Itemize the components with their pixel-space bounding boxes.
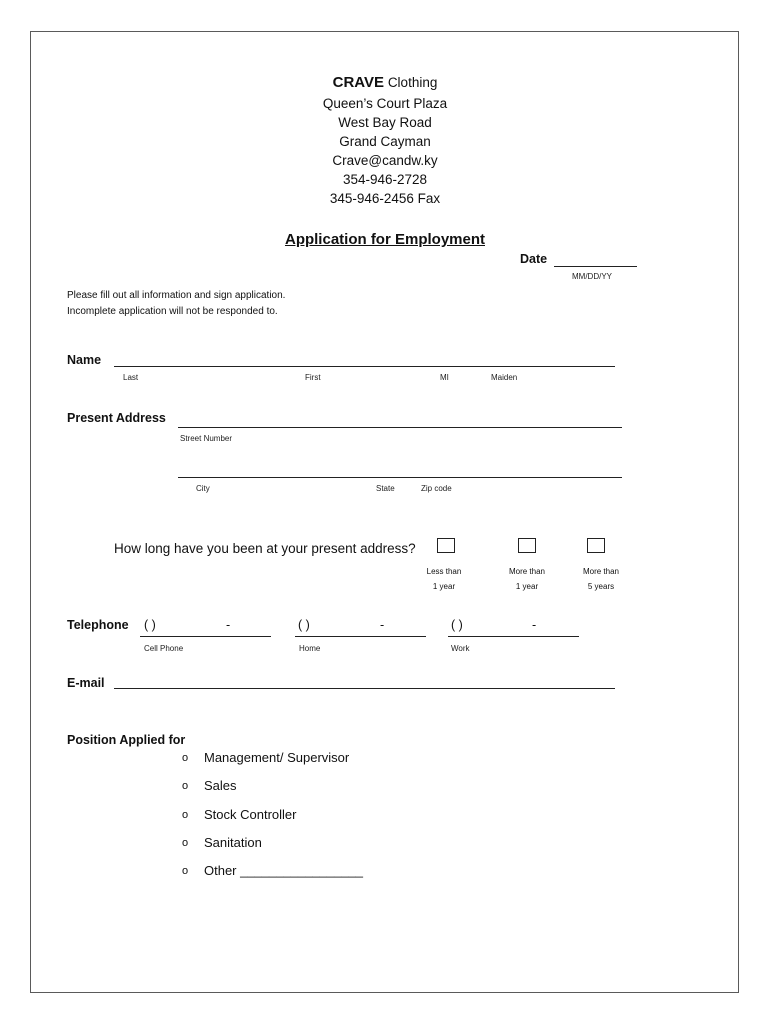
duration-option-2 (497, 564, 557, 594)
instruction-line-1: Please fill out all information and sign application. (67, 290, 286, 301)
work-phone-caption: Work (451, 644, 470, 653)
position-bullet-1[interactable]: o (182, 752, 189, 764)
position-option-sales: Sales (204, 778, 237, 793)
position-label: Position Applied for (67, 733, 186, 747)
duration-option-3 (571, 564, 631, 594)
duration-checkbox-less-1yr[interactable] (437, 538, 455, 553)
name-label: Name (67, 353, 102, 367)
position-option-stock-controller: Stock Controller (204, 807, 297, 822)
duration-option-2-line1: More than (508, 567, 546, 576)
company-name (0, 74, 770, 91)
street-caption: Street Number (180, 434, 233, 443)
cell-phone-caption: Cell Phone (144, 644, 184, 653)
name-last-caption: Last (123, 373, 139, 382)
home-phone-caption: Home (299, 644, 321, 653)
cell-area-code: ( ) (144, 618, 156, 632)
instruction-line-2: Incomplete application will not be responded to. (67, 306, 278, 317)
position-bullet-4[interactable]: o (182, 837, 189, 849)
duration-option-1 (414, 564, 474, 594)
duration-checkbox-more-5yr[interactable] (587, 538, 605, 553)
address-label: Present Address (67, 411, 166, 425)
work-area-code: ( ) (451, 618, 463, 632)
company-email: Crave@candw.ky (332, 153, 438, 168)
email-label: E-mail (67, 676, 105, 690)
name-mi-caption: MI (440, 373, 449, 382)
date-field[interactable] (554, 266, 637, 267)
position-bullet-3[interactable]: o (182, 809, 189, 821)
state-caption: State (376, 484, 395, 493)
company-fax: 345-946-2456 Fax (329, 191, 441, 206)
position-bullet-5[interactable]: o (182, 865, 189, 877)
email-field[interactable] (114, 688, 615, 689)
name-field[interactable] (114, 366, 615, 367)
home-phone-field[interactable] (295, 636, 426, 637)
duration-option-1-line1: Less than (426, 567, 462, 576)
cell-dash: - (226, 618, 231, 632)
city-caption: City (196, 484, 210, 493)
work-phone-field[interactable] (448, 636, 579, 637)
name-first-caption: First (305, 373, 321, 382)
duration-option-3-line2: 5 years (587, 582, 615, 591)
date-label: Date (520, 252, 548, 266)
address-line-1: Queen’s Court Plaza (322, 96, 448, 111)
telephone-label: Telephone (67, 618, 129, 632)
home-area-code: ( ) (298, 618, 310, 632)
position-bullet-2[interactable]: o (182, 780, 189, 792)
cell-phone-field[interactable] (140, 636, 271, 637)
position-option-other[interactable]: Other _________________ (204, 863, 364, 878)
address-line-3: Grand Cayman (339, 134, 431, 149)
duration-option-3-line1: More than (582, 567, 620, 576)
duration-option-1-line2: 1 year (432, 582, 456, 591)
zip-caption: Zip code (421, 484, 452, 493)
street-field[interactable] (178, 427, 622, 428)
company-name-rest: Clothing (387, 75, 438, 90)
company-phone: 354-946-2728 (342, 172, 428, 187)
work-dash: - (532, 618, 537, 632)
city-state-zip-field[interactable] (178, 477, 622, 478)
address-line-2: West Bay Road (338, 115, 432, 130)
company-name-bold: CRAVE (332, 74, 385, 91)
position-option-management: Management/ Supervisor (204, 750, 350, 765)
home-dash: - (380, 618, 385, 632)
duration-option-2-line2: 1 year (515, 582, 539, 591)
form-title: Application for Employment (284, 231, 485, 248)
duration-question: How long have you been at your present address? (114, 541, 416, 556)
name-maiden-caption: Maiden (491, 373, 518, 382)
date-format-hint: MM/DD/YY (572, 272, 612, 281)
duration-checkbox-more-1yr[interactable] (518, 538, 536, 553)
position-option-sanitation: Sanitation (204, 835, 262, 850)
